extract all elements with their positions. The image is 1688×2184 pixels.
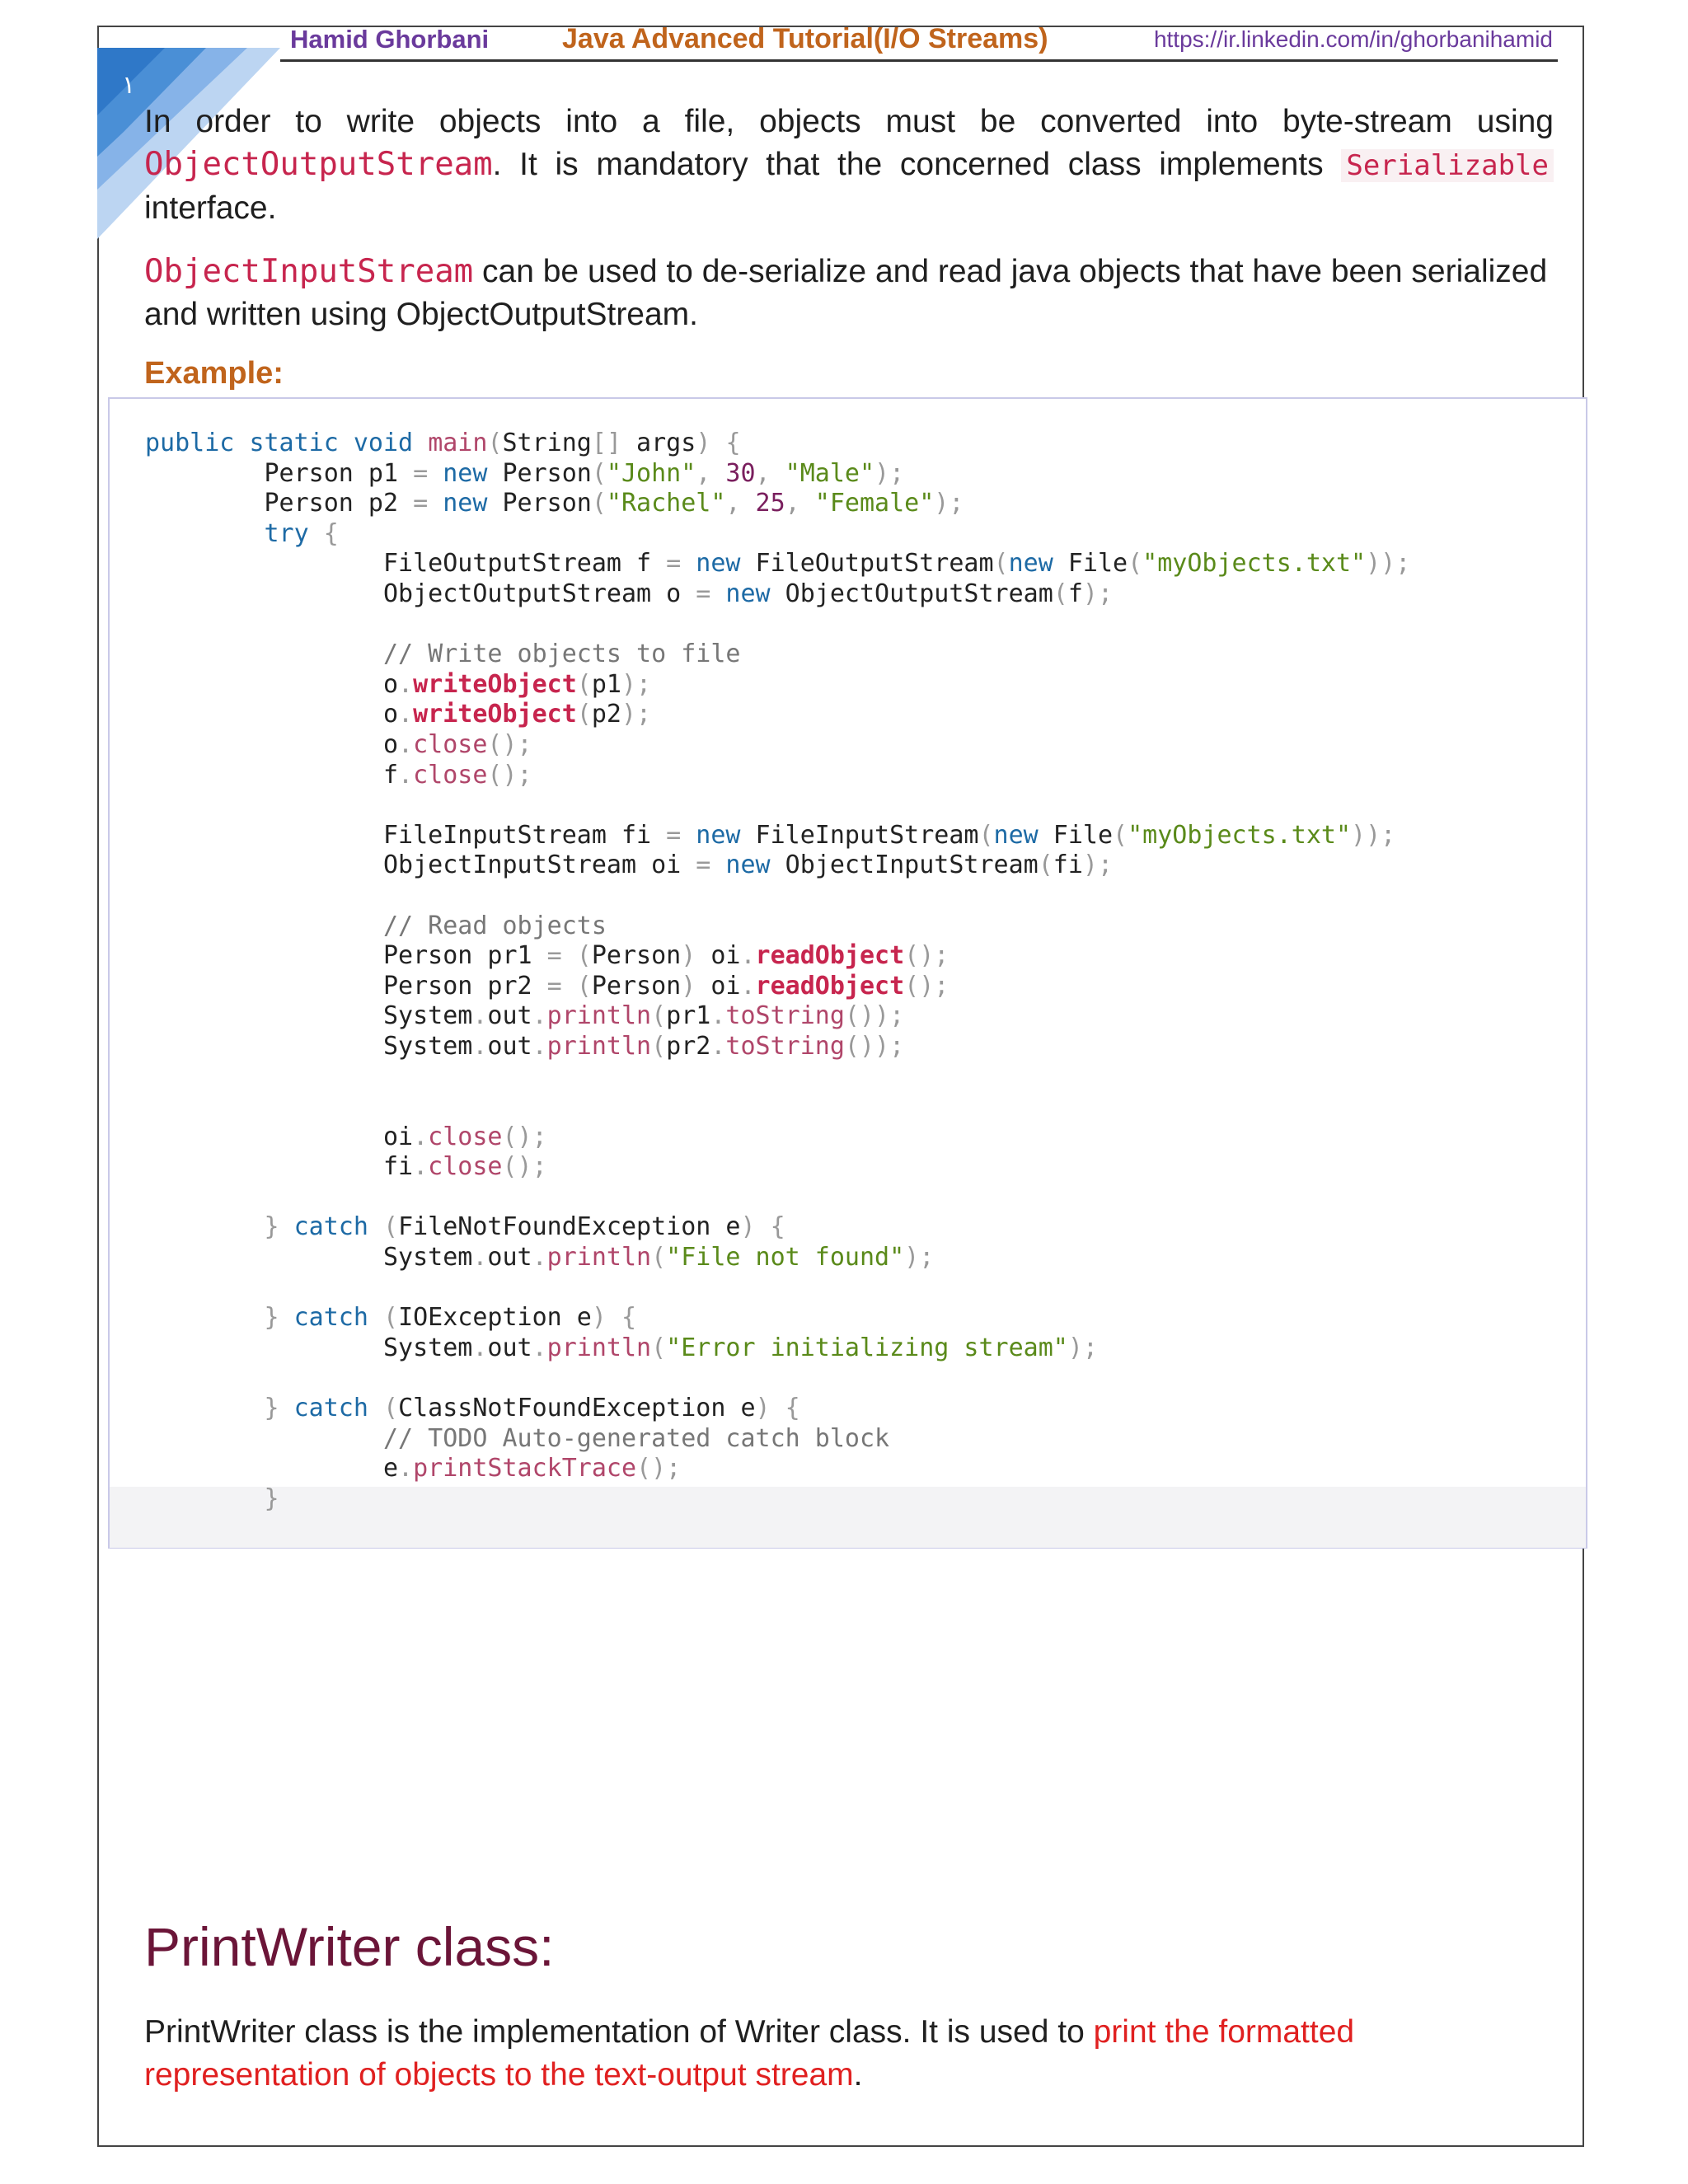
- code-line: o.close();: [145, 729, 532, 759]
- intro-text: can be used to de-serialize and read java objects that have been serialized and written using ObjectOutputStream.: [144, 254, 1548, 332]
- code-line: System.out.println("Error initializing stream");: [145, 1333, 1098, 1362]
- code-line: ObjectOutputStream o = new ObjectOutputStream(f);: [145, 579, 1114, 608]
- code-line: System.out.println("File not found");: [145, 1243, 935, 1272]
- code-line: o.writeObject(p1);: [145, 669, 652, 699]
- intro-text: In order to write objects into a file, objects must be converted into byte-stream using: [144, 104, 1554, 139]
- code-line: System.out.println(pr1.toString());: [145, 1001, 905, 1031]
- code-line: Person pr1 = (Person) oi.readObject();: [145, 941, 950, 971]
- code-line: Person p1 = new Person("John", 30, "Male");: [145, 458, 905, 488]
- code-line: } catch (ClassNotFoundException e) {: [264, 1394, 800, 1422]
- intro-paragraph-1: [144, 101, 1554, 230]
- intro-text: . It is mandatory that the concerned class implements: [492, 147, 1342, 182]
- code-line: System.out.println(pr2.toString());: [145, 1031, 905, 1061]
- printwriter-text: .: [853, 2057, 863, 2093]
- page-header: [280, 21, 1558, 62]
- code-line: try {: [264, 518, 339, 548]
- code-line: e.printStackTrace();: [145, 1454, 682, 1483]
- code-line: f.close();: [145, 760, 532, 790]
- inline-code-serializable: Serializable: [1341, 149, 1554, 182]
- code-line: // Read objects: [382, 911, 607, 940]
- intro-paragraph-2: [144, 251, 1554, 336]
- code-line: // Write objects to file: [382, 640, 741, 669]
- header-author: Hamid Ghorbani: [290, 25, 490, 54]
- code-line: oi.close();: [145, 1122, 547, 1151]
- code-line: } catch (IOException e) {: [264, 1303, 637, 1333]
- intro-text: interface.: [144, 190, 277, 226]
- code-line: Person p2 = new Person("Rachel", 25, "Female");: [145, 489, 964, 518]
- section-title-printwriter: PrintWriter class:: [144, 1916, 555, 1977]
- code-line: o.writeObject(p2);: [145, 700, 652, 729]
- code-line: fi.close();: [145, 1152, 547, 1182]
- code-listing: [145, 429, 1410, 1514]
- code-line: } catch (FileNotFoundException e) {: [264, 1212, 785, 1242]
- printwriter-paragraph: [144, 2011, 1554, 2097]
- code-line: Person pr2 = (Person) oi.readObject();: [145, 971, 950, 1001]
- example-label: Example:: [144, 356, 284, 391]
- code-line: ObjectInputStream oi = new ObjectInputStream(fi);: [145, 851, 1114, 880]
- header-url[interactable]: https://ir.linkedin.com/in/ghorbanihamid: [1153, 26, 1553, 52]
- code-line: FileOutputStream f = new FileOutputStream(new File("myObjects.txt"));: [145, 549, 1411, 579]
- printwriter-highlight: print the formatted representation of objects to the text-output stream: [144, 2014, 1355, 2093]
- printwriter-text: PrintWriter class is the implementation of Writer class. It is used to: [144, 2014, 1094, 2050]
- header-title: Java Advanced Tutorial(I/O Streams): [562, 23, 1048, 54]
- code-block: [108, 397, 1587, 1549]
- page-number: ١: [122, 72, 136, 99]
- code-line: public static void main(String[] args) {: [145, 429, 741, 457]
- inline-code-objectoutputstream: ObjectOutputStream: [144, 146, 493, 183]
- inline-code-objectinputstream: ObjectInputStream: [144, 253, 474, 290]
- code-line: FileInputStream fi = new FileInputStream(new File("myObjects.txt"));: [145, 820, 1396, 850]
- code-line: // TODO Auto-generated catch block: [382, 1423, 890, 1453]
- code-line: }: [264, 1483, 279, 1513]
